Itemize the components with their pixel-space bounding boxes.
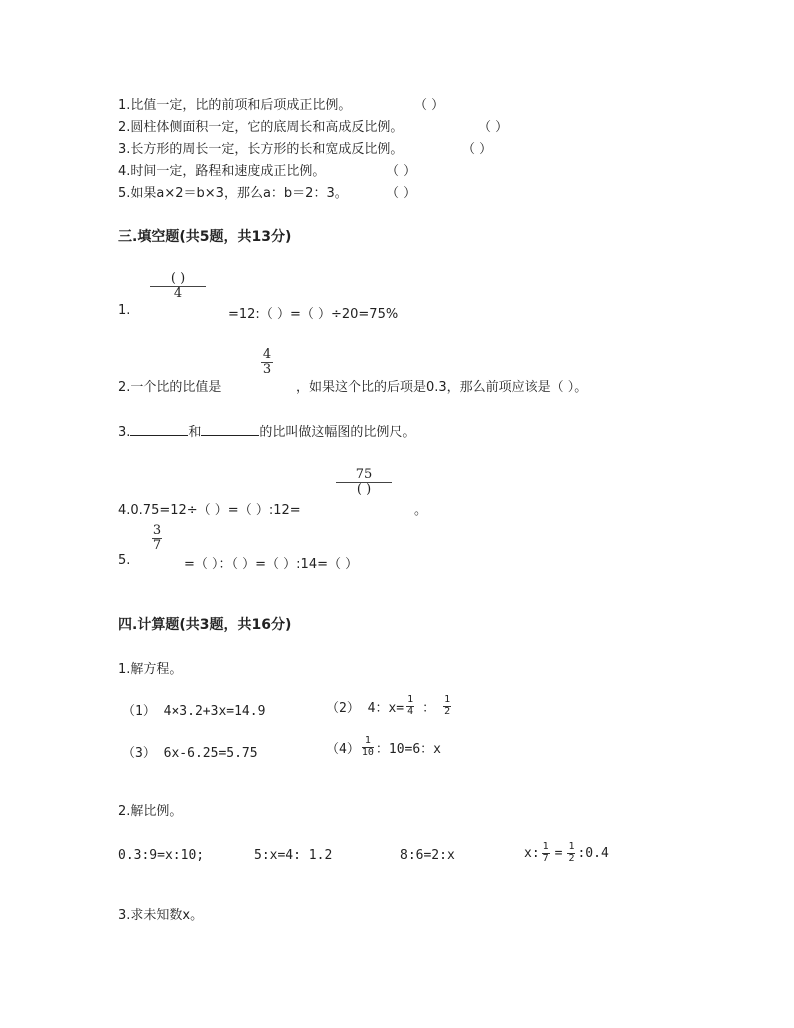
fraction-numerator: 1 xyxy=(542,841,549,852)
equation-4-suffix: ：10=6：x xyxy=(375,741,442,757)
fill-q4-text: 4.0.75=12÷（ ）=（ ）:12= xyxy=(118,503,301,518)
judgement-item-4: 4.时间一定，路程和速度成正比例。 xyxy=(118,164,326,179)
fraction-denominator: 7 xyxy=(152,538,162,554)
fraction-denominator: 7 xyxy=(542,852,549,864)
fill-q5-number: 5. xyxy=(118,553,131,568)
fill-q1-number: 1. xyxy=(118,303,131,318)
fraction-denominator: 2 xyxy=(568,852,575,864)
judgement-item-5: 5.如果a×2＝b×3，那么a：b＝2：3。 xyxy=(118,186,348,201)
calc-q1-label: 1.解方程。 xyxy=(118,662,183,677)
proportion-4-fraction-1 xyxy=(542,842,550,864)
calc-q2-label: 2.解比例。 xyxy=(118,804,183,819)
equation-2 xyxy=(326,695,453,717)
equation-1: （1） 4×3.2+3x=14.9 xyxy=(122,704,266,719)
equation-4-prefix: （4） xyxy=(326,741,360,757)
judgement-bracket-2[interactable]: （ ） xyxy=(478,120,509,135)
fraction-denominator: 4 xyxy=(173,286,183,302)
proportion-4-equals: = xyxy=(554,845,563,861)
fill-q3-number: 3. xyxy=(118,425,131,440)
fraction-numerator: 3 xyxy=(152,523,162,538)
fill-q2-suffix: ，如果这个比的后项是0.3，那么前项应该是（ ）。 xyxy=(296,380,588,395)
fraction-denominator: 2 xyxy=(444,705,451,717)
fraction-denominator[interactable]: ( ) xyxy=(356,482,372,498)
judgement-item-1: 1.比值一定，比的前项和后项成正比例。 xyxy=(118,98,352,113)
judgement-item-3: 3.长方形的周长一定，长方形的长和宽成反比例。 xyxy=(118,142,404,157)
fraction-numerator: 4 xyxy=(262,347,272,362)
fill-q1-text: =12:（ ）=（ ）÷20=75% xyxy=(228,307,399,322)
judgement-bracket-1[interactable]: （ ） xyxy=(414,98,445,113)
calc-q3-label: 3.求未知数x。 xyxy=(118,908,204,923)
fill-q2-fraction xyxy=(259,348,275,378)
judgement-bracket-5[interactable]: （ ） xyxy=(386,186,417,201)
fraction-numerator: 1 xyxy=(444,694,451,705)
fraction-numerator: 75 xyxy=(355,467,373,482)
fill-q4-end: 。 xyxy=(414,503,428,518)
blank-line-2[interactable] xyxy=(201,423,259,436)
fraction-numerator: 1 xyxy=(568,841,575,852)
section4-title: 四.计算题(共3题，共16分) xyxy=(118,617,292,633)
equation-4-fraction xyxy=(362,736,374,758)
fraction-denominator: 4 xyxy=(407,705,414,717)
fraction-denominator: 3 xyxy=(262,362,272,378)
judgement-item-2: 2.圆柱体侧面积一定，它的底周长和高成反比例。 xyxy=(118,120,404,135)
proportion-4-prefix: x: xyxy=(524,845,540,861)
proportion-4 xyxy=(524,842,609,864)
proportion-4-suffix: :0.4 xyxy=(577,845,609,861)
equation-3: （3） 6x-6.25=5.75 xyxy=(122,746,258,761)
blank-line-1[interactable] xyxy=(130,423,188,436)
proportion-2: 5:x=4: 1.2 xyxy=(254,848,333,863)
fill-q1-fraction xyxy=(150,272,206,302)
fill-q5-text: =（ ）：（ ）=（ ）:14=（ ） xyxy=(184,557,359,572)
fill-q5-fraction xyxy=(150,524,164,554)
judgement-bracket-3[interactable]: （ ） xyxy=(462,142,493,157)
proportion-3: 8:6=2:x xyxy=(400,848,455,863)
equation-4 xyxy=(326,736,441,758)
fraction-numerator[interactable]: ( ) xyxy=(170,271,186,286)
equation-2-fraction-2 xyxy=(443,695,451,717)
proportion-1: 0.3:9=x:10; xyxy=(118,848,205,863)
fill-q3-suffix: 的比叫做这幅图的比例尺。 xyxy=(259,425,416,440)
fill-q4-fraction xyxy=(336,468,392,498)
proportion-4-fraction-2 xyxy=(567,842,575,864)
fill-q3 xyxy=(118,421,415,440)
fraction-denominator: 10 xyxy=(361,746,374,758)
fraction-numerator: 1 xyxy=(407,694,414,705)
equation-2-prefix: （2） 4：x= xyxy=(326,700,405,716)
equation-2-separator: ： xyxy=(422,700,436,716)
judgement-bracket-4[interactable]: （ ） xyxy=(386,164,417,179)
fill-q2-prefix: 2.一个比的比值是 xyxy=(118,380,222,395)
section3-title: 三.填空题(共5题，共13分) xyxy=(118,229,292,245)
equation-2-fraction-1 xyxy=(406,695,414,717)
fill-q3-and: 和 xyxy=(188,425,202,440)
fraction-numerator: 1 xyxy=(364,735,371,746)
